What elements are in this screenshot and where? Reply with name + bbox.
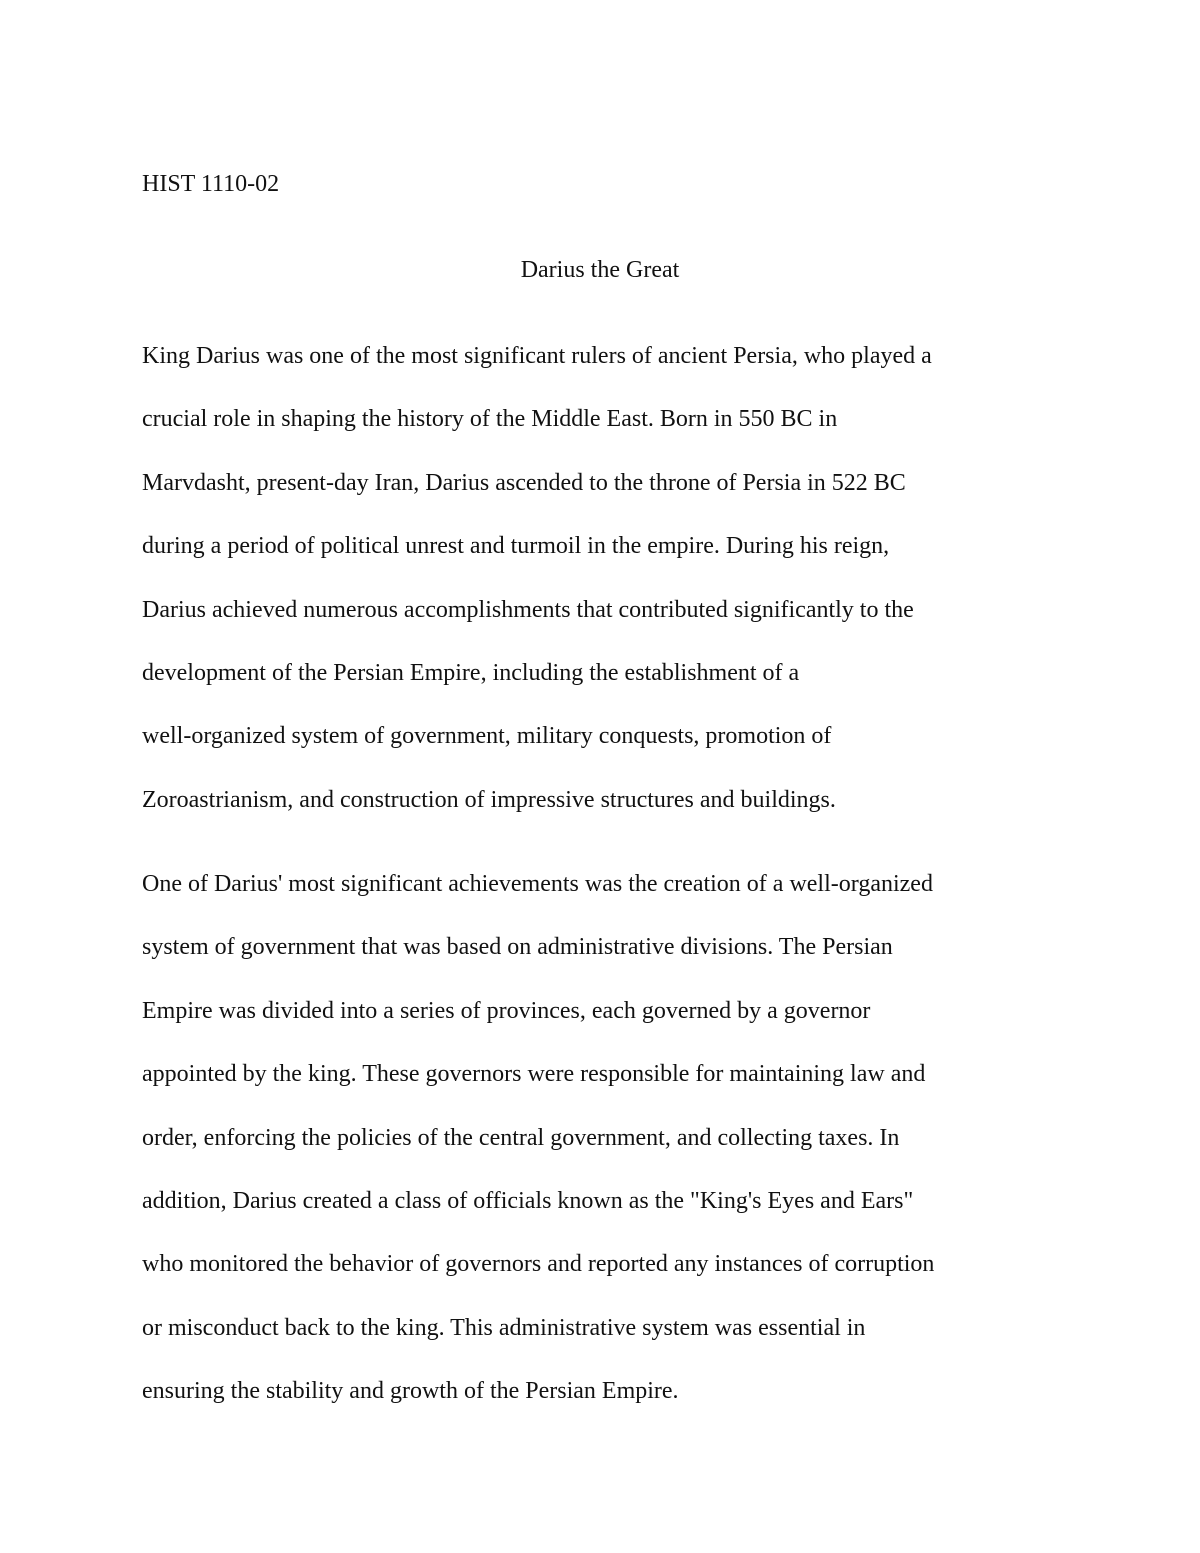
paragraph-line: order, enforcing the policies of the central government, and collecting taxes. In: [142, 1124, 900, 1151]
paragraph-line: King Darius was one of the most significant rulers of ancient Persia, who played a: [142, 343, 932, 369]
paragraph-line: development of the Persian Empire, including the establishment of a: [142, 659, 800, 686]
paragraph-line: appointed by the king. These governors were responsible for maintaining law and: [142, 1061, 926, 1088]
paragraph-line: or misconduct back to the king. This administrative system was essential in: [142, 1314, 866, 1341]
paragraph-line: ensuring the stability and growth of the Persian Empire.: [142, 1378, 679, 1405]
paragraph-2: [142, 853, 1072, 1424]
paragraph-line: Darius achieved numerous accomplishments that contributed significantly to the: [142, 596, 914, 623]
paragraph-line: Marvdasht, present-day Iran, Darius ascended to the throne of Persia in 522 BC: [142, 469, 906, 496]
paragraph-line: addition, Darius created a class of officials known as the "King's Eyes and Ears": [142, 1187, 914, 1214]
paragraph-line: Empire was divided into a series of provinces, each governed by a governor: [142, 997, 871, 1024]
essay-title: Darius the Great: [520, 257, 680, 283]
paragraph-line: system of government that was based on administrative divisions. The Persian: [142, 934, 893, 961]
paragraph-line: One of Darius' most significant achievements was the creation of a well-organized: [142, 871, 933, 897]
paragraph-line: crucial role in shaping the history of the Middle East. Born in 550 BC in: [142, 406, 838, 433]
paragraph-1: [142, 325, 1072, 832]
course-code: HIST 1110-02: [142, 171, 280, 197]
paragraph-line: who monitored the behavior of governors and reported any instances of corruption: [142, 1251, 935, 1278]
paragraph-line: during a period of political unrest and turmoil in the empire. During his reign,: [142, 533, 890, 560]
paragraph-line: well-organized system of government, military conquests, promotion of: [142, 723, 832, 750]
paragraph-line: Zoroastrianism, and construction of impressive structures and buildings.: [142, 786, 836, 813]
